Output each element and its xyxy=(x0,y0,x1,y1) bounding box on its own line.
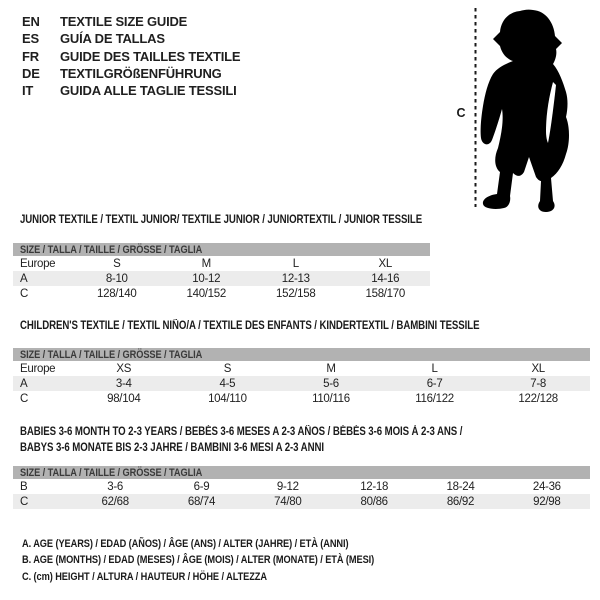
language-code: DE xyxy=(22,65,40,81)
table-row-b xyxy=(13,479,590,494)
size-cell: 6-9 xyxy=(193,480,210,493)
language-code: EN xyxy=(22,14,40,29)
language-title: GUÍA DE TALLAS xyxy=(60,31,165,47)
size-cell: 68/74 xyxy=(187,495,216,508)
footnote-a: A. AGE (YEARS) / EDAD (AÑOS) / ÂGE (ANS) / ALTER (JAHRE) / ETÀ (ANNI) xyxy=(22,538,349,550)
size-cell: M xyxy=(201,257,211,270)
language-code: FR xyxy=(22,48,39,64)
size-cell: 152/158 xyxy=(276,287,316,300)
section-title-children xyxy=(20,319,479,335)
baby-figure xyxy=(440,0,600,215)
table-header-text: SIZE / TALLA / TAILLE / GRÖSSE / TAGLIA xyxy=(20,243,203,256)
size-cell: XS xyxy=(116,362,132,375)
row-label: C xyxy=(20,392,29,405)
language-code: IT xyxy=(22,83,34,99)
size-cell: 12-18 xyxy=(360,480,389,493)
language-row-de xyxy=(22,65,240,82)
size-cell: 122/128 xyxy=(518,392,558,405)
section-title-babies xyxy=(20,425,462,456)
size-cell: 7-8 xyxy=(530,377,547,390)
row-label: C xyxy=(20,287,29,300)
language-title: GUIDA ALLE TAGLIE TESSILI xyxy=(60,83,237,99)
size-cell: XL xyxy=(378,257,392,270)
row-label: B xyxy=(20,480,28,493)
section-title-junior xyxy=(20,213,422,229)
size-cell: 104/110 xyxy=(208,392,247,405)
size-cell: 3-6 xyxy=(107,480,124,493)
language-title: GUIDE DES TAILLES TEXTILE xyxy=(60,48,241,64)
size-cell: 140/152 xyxy=(186,287,226,300)
table-row-europe xyxy=(13,256,430,271)
section-title-line: BABYS 3-6 MONATE BIS 2-3 JAHRE / BAMBINI 3-6 MESI A 2-3 ANNI xyxy=(20,441,324,454)
size-cell: 10-12 xyxy=(192,272,221,285)
height-measure-label: C xyxy=(456,106,466,120)
footnote-b: B. AGE (MONTHS) / EDAD (MESES) / ÂGE (MOIS) / ALTER (MONATE) / ETÀ (MESI) xyxy=(22,554,375,567)
row-label: Europe xyxy=(20,257,56,270)
size-table-babies xyxy=(13,466,590,509)
table-header-children xyxy=(13,348,590,361)
row-label: Europe xyxy=(20,362,56,375)
size-cell: 18-24 xyxy=(446,480,475,493)
size-cell: 98/104 xyxy=(107,392,141,405)
table-header-babies xyxy=(13,466,590,479)
size-table-children xyxy=(13,348,590,406)
baby-silhouette xyxy=(481,10,569,212)
language-row-es xyxy=(22,30,240,47)
table-row-europe xyxy=(13,361,590,376)
size-cell: 9-12 xyxy=(276,480,299,493)
language-title: TEXTILE SIZE GUIDE xyxy=(60,14,188,29)
table-row-c xyxy=(13,391,590,406)
section-title-line: CHILDREN'S TEXTILE / TEXTIL NIÑO/A / TEXTILE DES ENFANTS / KINDERTEXTIL / BAMBINI TESSILE xyxy=(20,320,480,332)
section-title-line: BABIES 3-6 MONTH TO 2-3 YEARS / BEBÉS 3-6 MESES A 2-3 AÑOS / BÉBÉS 3-6 MOIS À 2-3 ANS / xyxy=(20,426,463,438)
size-cell: 12-13 xyxy=(281,272,310,285)
table-row-c xyxy=(13,494,590,509)
footnote-c: C. (cm) HEIGHT / ALTURA / HAUTEUR / HÖHE / ALTEZZA xyxy=(22,570,267,583)
size-cell: 80/86 xyxy=(360,495,388,508)
table-row-a xyxy=(13,271,430,286)
footnotes xyxy=(22,536,441,585)
size-cell: 14-16 xyxy=(371,272,400,285)
size-cell: 110/116 xyxy=(312,392,350,405)
language-code: ES xyxy=(22,31,39,47)
table-header-junior xyxy=(13,243,430,256)
size-cell: XL xyxy=(531,362,545,375)
table-header-text: SIZE / TALLA / TAILLE / GRÖSSE / TAGLIA xyxy=(20,348,203,361)
row-label: C xyxy=(20,495,29,508)
size-cell: 3-4 xyxy=(115,377,132,390)
size-cell: 24-36 xyxy=(532,480,561,493)
size-cell: M xyxy=(326,362,336,375)
size-table-junior xyxy=(13,243,430,301)
language-title: TEXTILGRÖßENFÜHRUNG xyxy=(60,65,222,81)
size-cell: 8-10 xyxy=(105,272,128,285)
size-cell: 5-6 xyxy=(323,377,339,390)
size-cell: 116/122 xyxy=(415,392,454,405)
language-list xyxy=(22,13,240,99)
size-cell: 92/98 xyxy=(533,495,561,508)
section-title-line: JUNIOR TEXTILE / TEXTIL JUNIOR/ TEXTILE JUNIOR / JUNIORTEXTIL / JUNIOR TESSILE xyxy=(20,214,423,226)
size-cell: 86/92 xyxy=(446,495,475,508)
language-row-it xyxy=(22,82,240,99)
table-row-c xyxy=(13,286,430,301)
size-cell: L xyxy=(292,257,299,270)
size-cell: 128/140 xyxy=(97,287,137,300)
row-label: A xyxy=(20,377,28,390)
size-cell: S xyxy=(113,257,121,270)
size-cell: S xyxy=(223,362,232,375)
row-label: A xyxy=(20,272,28,285)
table-row-a xyxy=(13,376,590,391)
table-header-text: SIZE / TALLA / TAILLE / GRÖSSE / TAGLIA xyxy=(20,466,203,479)
size-cell: L xyxy=(431,362,438,375)
language-row-en xyxy=(22,13,240,30)
size-cell: 4-5 xyxy=(219,377,236,390)
size-cell: 62/68 xyxy=(101,495,129,508)
size-cell: 74/80 xyxy=(274,495,302,508)
language-row-fr xyxy=(22,48,240,65)
size-cell: 158/170 xyxy=(365,287,405,300)
size-cell: 6-7 xyxy=(426,377,443,390)
